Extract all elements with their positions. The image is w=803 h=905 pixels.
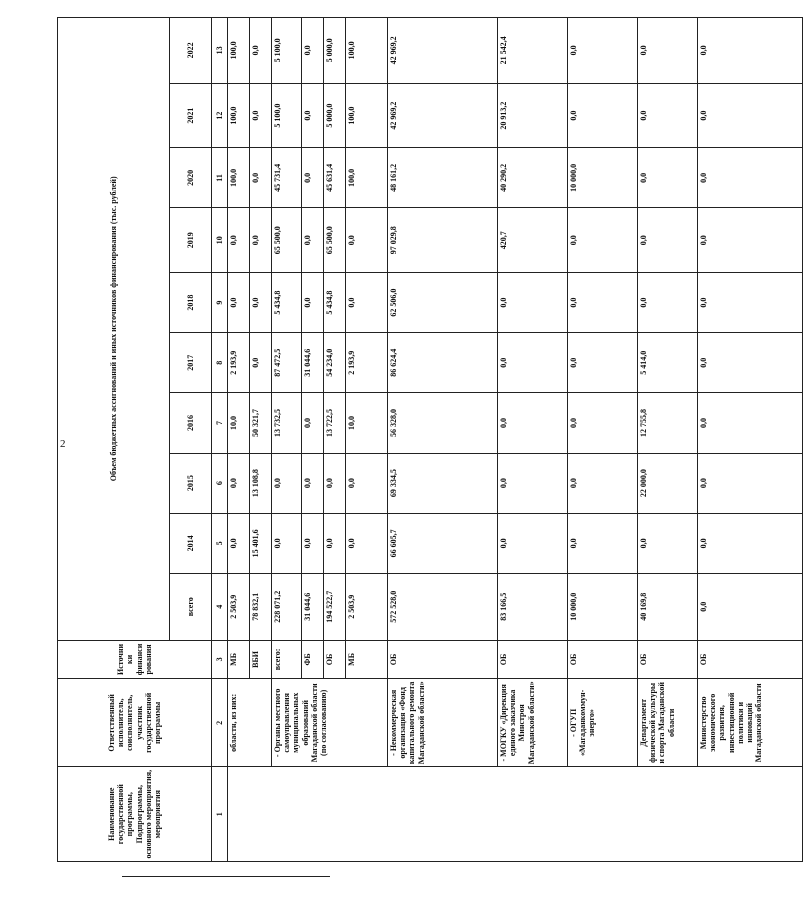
source-cell: МБ bbox=[346, 640, 388, 679]
value-cell: 86 624,4 bbox=[388, 333, 498, 393]
value-cell: 0,0 bbox=[698, 393, 803, 453]
value-cell: 65 500,0 bbox=[324, 208, 346, 273]
value-cell: 0,0 bbox=[568, 273, 638, 333]
value-cell: 40 169,8 bbox=[638, 573, 698, 640]
source-cell: ОБ bbox=[698, 640, 803, 679]
column-index: 2 bbox=[212, 679, 228, 767]
footer-rule bbox=[122, 876, 330, 877]
source-cell: ОБ bbox=[388, 640, 498, 679]
value-cell: 0,0 bbox=[324, 513, 346, 573]
value-cell: 0,0 bbox=[250, 83, 272, 148]
header-year: 2020 bbox=[170, 148, 212, 208]
value-cell: 12 755,8 bbox=[638, 393, 698, 453]
value-cell: 56 328,0 bbox=[388, 393, 498, 453]
column-index: 5 bbox=[212, 513, 228, 573]
header-source: Источники финансирования bbox=[58, 640, 212, 679]
column-index: 7 bbox=[212, 393, 228, 453]
column-index: 12 bbox=[212, 83, 228, 148]
value-cell: 2 503,9 bbox=[228, 573, 250, 640]
source-cell: ОБ bbox=[498, 640, 568, 679]
value-cell: 50 321,7 bbox=[250, 393, 272, 453]
value-cell: 0,0 bbox=[250, 273, 272, 333]
source-cell: ОБ bbox=[568, 640, 638, 679]
value-cell: 31 044,6 bbox=[302, 333, 324, 393]
value-cell: 87 472,5 bbox=[272, 333, 302, 393]
value-cell: 2 503,9 bbox=[346, 573, 388, 640]
value-cell: 83 166,5 bbox=[498, 573, 568, 640]
table-row bbox=[388, 18, 498, 862]
table-row bbox=[228, 18, 250, 862]
responsible-cell: Министерство экономического развития, инвестиционной политики и инноваций Магаданской области bbox=[698, 679, 803, 767]
header-year: 2017 bbox=[170, 333, 212, 393]
value-cell: 0,0 bbox=[302, 208, 324, 273]
value-cell: 45 731,4 bbox=[272, 148, 302, 208]
column-index: 8 bbox=[212, 333, 228, 393]
responsible-cell: областн, из них: bbox=[228, 679, 272, 767]
value-cell: 100,0 bbox=[346, 83, 388, 148]
column-index: 1 bbox=[212, 767, 228, 862]
value-cell: 0,0 bbox=[272, 513, 302, 573]
value-cell: 0,0 bbox=[346, 513, 388, 573]
responsible-cell: - Органы местного самоуправления муниципальных образований Магаданской области (по согласованию) bbox=[272, 679, 388, 767]
value-cell: 0,0 bbox=[638, 208, 698, 273]
value-cell: 0,0 bbox=[302, 18, 324, 84]
value-cell: 0,0 bbox=[568, 83, 638, 148]
value-cell: 0,0 bbox=[228, 513, 250, 573]
column-index: 4 bbox=[212, 573, 228, 640]
value-cell: 0,0 bbox=[498, 513, 568, 573]
value-cell: 31 044,6 bbox=[302, 573, 324, 640]
budget-table bbox=[57, 17, 803, 862]
responsible-cell: - ОГУП «Магаданкоммун-энерго» bbox=[568, 679, 638, 767]
value-cell: 0,0 bbox=[698, 273, 803, 333]
source-cell: ФБ bbox=[302, 640, 324, 679]
source-cell: ОБ bbox=[324, 640, 346, 679]
value-cell: 5 434,8 bbox=[324, 273, 346, 333]
value-cell: 5 100,0 bbox=[272, 83, 302, 148]
value-cell: 10,0 bbox=[346, 393, 388, 453]
value-cell: 5 000,0 bbox=[324, 83, 346, 148]
value-cell: 13 732,5 bbox=[272, 393, 302, 453]
value-cell: 62 506,0 bbox=[388, 273, 498, 333]
value-cell: 78 832,1 bbox=[250, 573, 272, 640]
value-cell: 0,0 bbox=[698, 18, 803, 84]
responsible-cell: - Некоммерческая организация «Фонд капитального ремонта Магаданской области» bbox=[388, 679, 498, 767]
value-cell: 5 100,0 bbox=[272, 18, 302, 84]
value-cell: 2 193,9 bbox=[346, 333, 388, 393]
source-cell: ВБИ bbox=[250, 640, 272, 679]
header-year: всего bbox=[170, 573, 212, 640]
value-cell: 0,0 bbox=[638, 83, 698, 148]
table-row bbox=[568, 18, 638, 862]
source-cell: ОБ bbox=[638, 640, 698, 679]
value-cell: 0,0 bbox=[698, 513, 803, 573]
value-cell: 0,0 bbox=[638, 18, 698, 84]
value-cell: 194 522,7 bbox=[324, 573, 346, 640]
value-cell: 10 000,0 bbox=[568, 148, 638, 208]
value-cell: 0,0 bbox=[568, 393, 638, 453]
header-year: 2021 bbox=[170, 83, 212, 148]
column-index: 9 bbox=[212, 273, 228, 333]
value-cell: 0,0 bbox=[698, 573, 803, 640]
value-cell: 100,0 bbox=[346, 148, 388, 208]
value-cell: 66 605,7 bbox=[388, 513, 498, 573]
value-cell: 0,0 bbox=[698, 83, 803, 148]
value-cell: 5 000,0 bbox=[324, 18, 346, 84]
value-cell: 20 913,2 bbox=[498, 83, 568, 148]
header-year: 2014 bbox=[170, 513, 212, 573]
value-cell: 0,0 bbox=[272, 453, 302, 513]
value-cell: 10 000,0 bbox=[568, 573, 638, 640]
value-cell: 2 193,9 bbox=[228, 333, 250, 393]
value-cell: 0,0 bbox=[228, 273, 250, 333]
value-cell: 0,0 bbox=[346, 273, 388, 333]
value-cell: 0,0 bbox=[228, 453, 250, 513]
value-cell: 572 528,0 bbox=[388, 573, 498, 640]
column-index: 13 bbox=[212, 18, 228, 84]
value-cell: 100,0 bbox=[228, 148, 250, 208]
value-cell: 0,0 bbox=[302, 513, 324, 573]
value-cell: 0,0 bbox=[346, 453, 388, 513]
column-index: 3 bbox=[212, 640, 228, 679]
value-cell: 0,0 bbox=[250, 208, 272, 273]
value-cell: 0,0 bbox=[302, 273, 324, 333]
table-row bbox=[638, 18, 698, 862]
value-cell: 0,0 bbox=[250, 333, 272, 393]
value-cell: 0,0 bbox=[698, 333, 803, 393]
value-cell: 0,0 bbox=[498, 333, 568, 393]
header-year: 2022 bbox=[170, 18, 212, 84]
value-cell: 100,0 bbox=[346, 18, 388, 84]
value-cell: 0,0 bbox=[228, 208, 250, 273]
value-cell: 0,0 bbox=[568, 18, 638, 84]
value-cell: 0,0 bbox=[568, 333, 638, 393]
header-responsible: Ответственный исполнитель, соисполнитель, участник государственной программы bbox=[58, 679, 212, 767]
column-index: 6 bbox=[212, 453, 228, 513]
column-index: 10 bbox=[212, 208, 228, 273]
value-cell: 0,0 bbox=[302, 453, 324, 513]
header-year: 2019 bbox=[170, 208, 212, 273]
value-cell: 48 161,2 bbox=[388, 148, 498, 208]
value-cell: 228 071,2 bbox=[272, 573, 302, 640]
value-cell: 0,0 bbox=[250, 18, 272, 84]
source-cell: всего: bbox=[272, 640, 302, 679]
value-cell: 21 542,4 bbox=[498, 18, 568, 84]
value-cell: 10,0 bbox=[228, 393, 250, 453]
value-cell: 42 969,2 bbox=[388, 18, 498, 84]
value-cell: 54 234,0 bbox=[324, 333, 346, 393]
value-cell: 45 631,4 bbox=[324, 148, 346, 208]
header-name: Наименование государственной программы, Подпрограммы, основного мероприятия, мероприятия bbox=[58, 767, 212, 862]
value-cell: 0,0 bbox=[638, 513, 698, 573]
value-cell: 22 000,0 bbox=[638, 453, 698, 513]
value-cell: 0,0 bbox=[568, 513, 638, 573]
value-cell: 420,7 bbox=[498, 208, 568, 273]
value-cell: 0,0 bbox=[568, 208, 638, 273]
table-row bbox=[272, 18, 302, 862]
responsible-cell: - МОГКУ «Дирекция единого заказчика Минстроя Магаданской области» bbox=[498, 679, 568, 767]
value-cell: 13 722,5 bbox=[324, 393, 346, 453]
header-year: 2015 bbox=[170, 453, 212, 513]
value-cell: 42 969,2 bbox=[388, 83, 498, 148]
value-cell: 0,0 bbox=[638, 148, 698, 208]
responsible-cell: Департамент физической культуры и спорта Магаданской области bbox=[638, 679, 698, 767]
value-cell: 0,0 bbox=[302, 83, 324, 148]
value-cell: 40 290,2 bbox=[498, 148, 568, 208]
value-cell: 0,0 bbox=[324, 453, 346, 513]
value-cell: 0,0 bbox=[302, 393, 324, 453]
header-year: 2018 bbox=[170, 273, 212, 333]
value-cell: 100,0 bbox=[228, 83, 250, 148]
program-name-cell bbox=[228, 767, 803, 862]
value-cell: 97 029,8 bbox=[388, 208, 498, 273]
value-cell: 0,0 bbox=[498, 393, 568, 453]
value-cell: 15 401,6 bbox=[250, 513, 272, 573]
value-cell: 100,0 bbox=[228, 18, 250, 84]
source-cell: МБ bbox=[228, 640, 250, 679]
header-budget-group: Объем бюджетных ассигнований и иных источников финансирования (тыс. рублей) bbox=[58, 18, 170, 641]
value-cell: 0,0 bbox=[250, 148, 272, 208]
table-row bbox=[698, 18, 803, 862]
value-cell: 0,0 bbox=[498, 453, 568, 513]
value-cell: 0,0 bbox=[346, 208, 388, 273]
value-cell: 5 414,0 bbox=[638, 333, 698, 393]
value-cell: 0,0 bbox=[698, 453, 803, 513]
header-year: 2016 bbox=[170, 393, 212, 453]
column-index: 11 bbox=[212, 148, 228, 208]
table-row bbox=[498, 18, 568, 862]
value-cell: 5 434,8 bbox=[272, 273, 302, 333]
value-cell: 65 500,0 bbox=[272, 208, 302, 273]
value-cell: 0,0 bbox=[568, 453, 638, 513]
value-cell: 13 108,8 bbox=[250, 453, 272, 513]
value-cell: 0,0 bbox=[698, 208, 803, 273]
value-cell: 0,0 bbox=[302, 148, 324, 208]
page-number: 2 bbox=[60, 438, 66, 450]
value-cell: 0,0 bbox=[698, 148, 803, 208]
value-cell: 69 334,5 bbox=[388, 453, 498, 513]
value-cell: 0,0 bbox=[498, 273, 568, 333]
value-cell: 0,0 bbox=[638, 273, 698, 333]
